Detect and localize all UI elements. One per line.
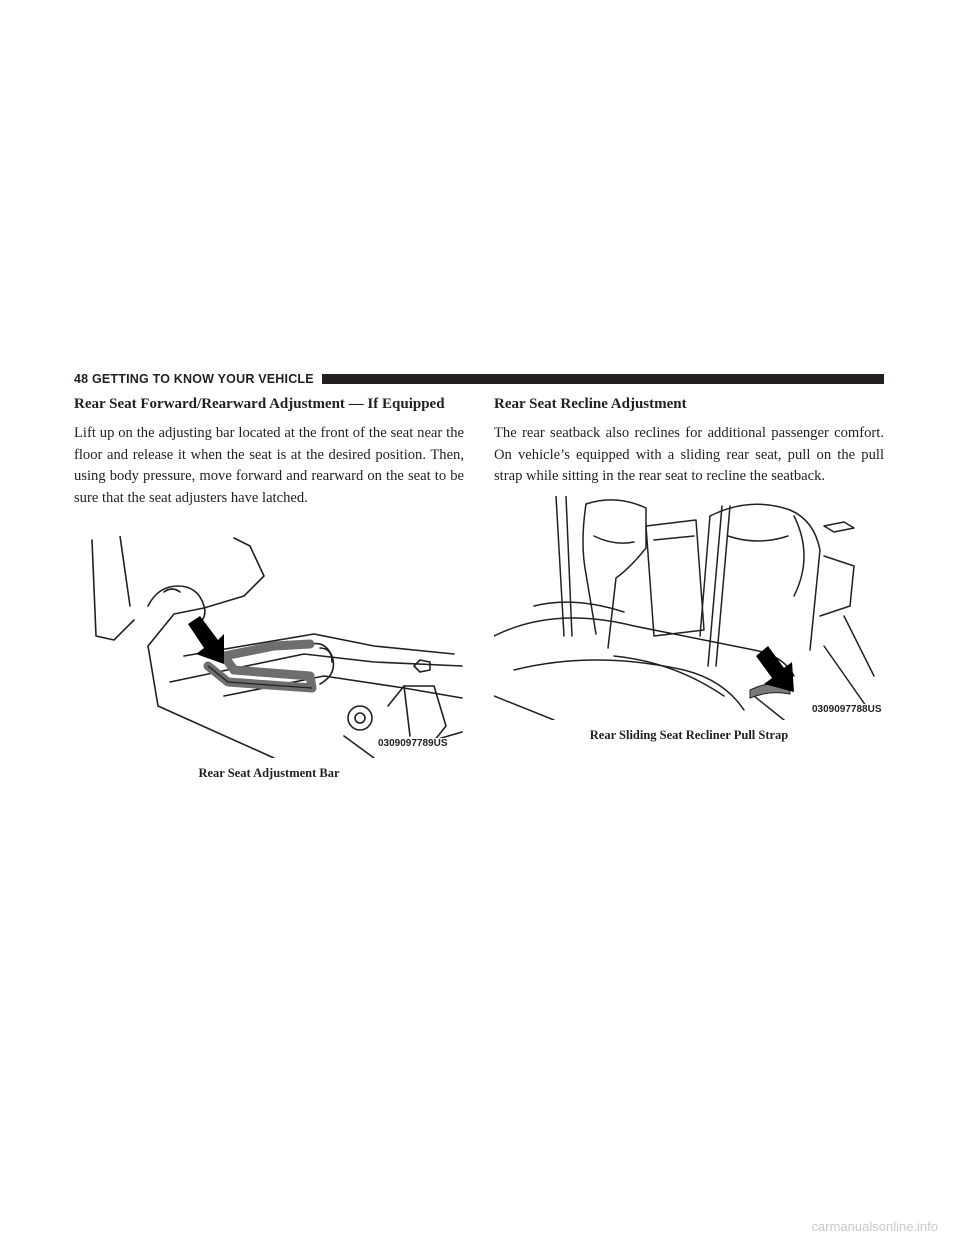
- caption-adjustment-bar: Rear Seat Adjustment Bar: [198, 766, 340, 780]
- header-rule: [322, 374, 884, 384]
- section-heading-recline: Rear Seat Recline Adjustment: [494, 396, 687, 412]
- adjustment-bar-illustration: [74, 536, 464, 758]
- body-text-forward-rearward: Lift up on the adjusting bar located at the front of the seat near the floor and release it when the seat is at the desired position. Then, using body pressure, move forward and rearward on the seat to be sure that the seat adjusters have latched.: [74, 425, 464, 506]
- section-heading-forward-rearward: Rear Seat Forward/Rearward Adjustment — If Equipped: [74, 396, 445, 412]
- footer-watermark: carmanualsonline.info: [811, 1219, 938, 1234]
- figure-recliner-pull-strap: [494, 496, 884, 720]
- figure-code-right: 0309097788US: [812, 704, 882, 715]
- left-column: [74, 394, 464, 509]
- caption-recliner-pull-strap: Rear Sliding Seat Recliner Pull Strap: [589, 728, 789, 742]
- page-number-section-title: 48 GETTING TO KNOW YOUR VEHICLE: [74, 372, 314, 386]
- right-column: [494, 394, 884, 488]
- rear-seat-illustration: [494, 496, 884, 720]
- figure-code-left: 0309097789US: [378, 738, 448, 749]
- page-header: [74, 371, 884, 387]
- figure-adjustment-bar: [74, 536, 464, 758]
- body-text-recline: The rear seatback also reclines for additional passenger comfort. On vehicle’s equipped with a sliding rear seat, pull on the pull strap while sitting in the rear seat to recline the seatback.: [494, 425, 884, 485]
